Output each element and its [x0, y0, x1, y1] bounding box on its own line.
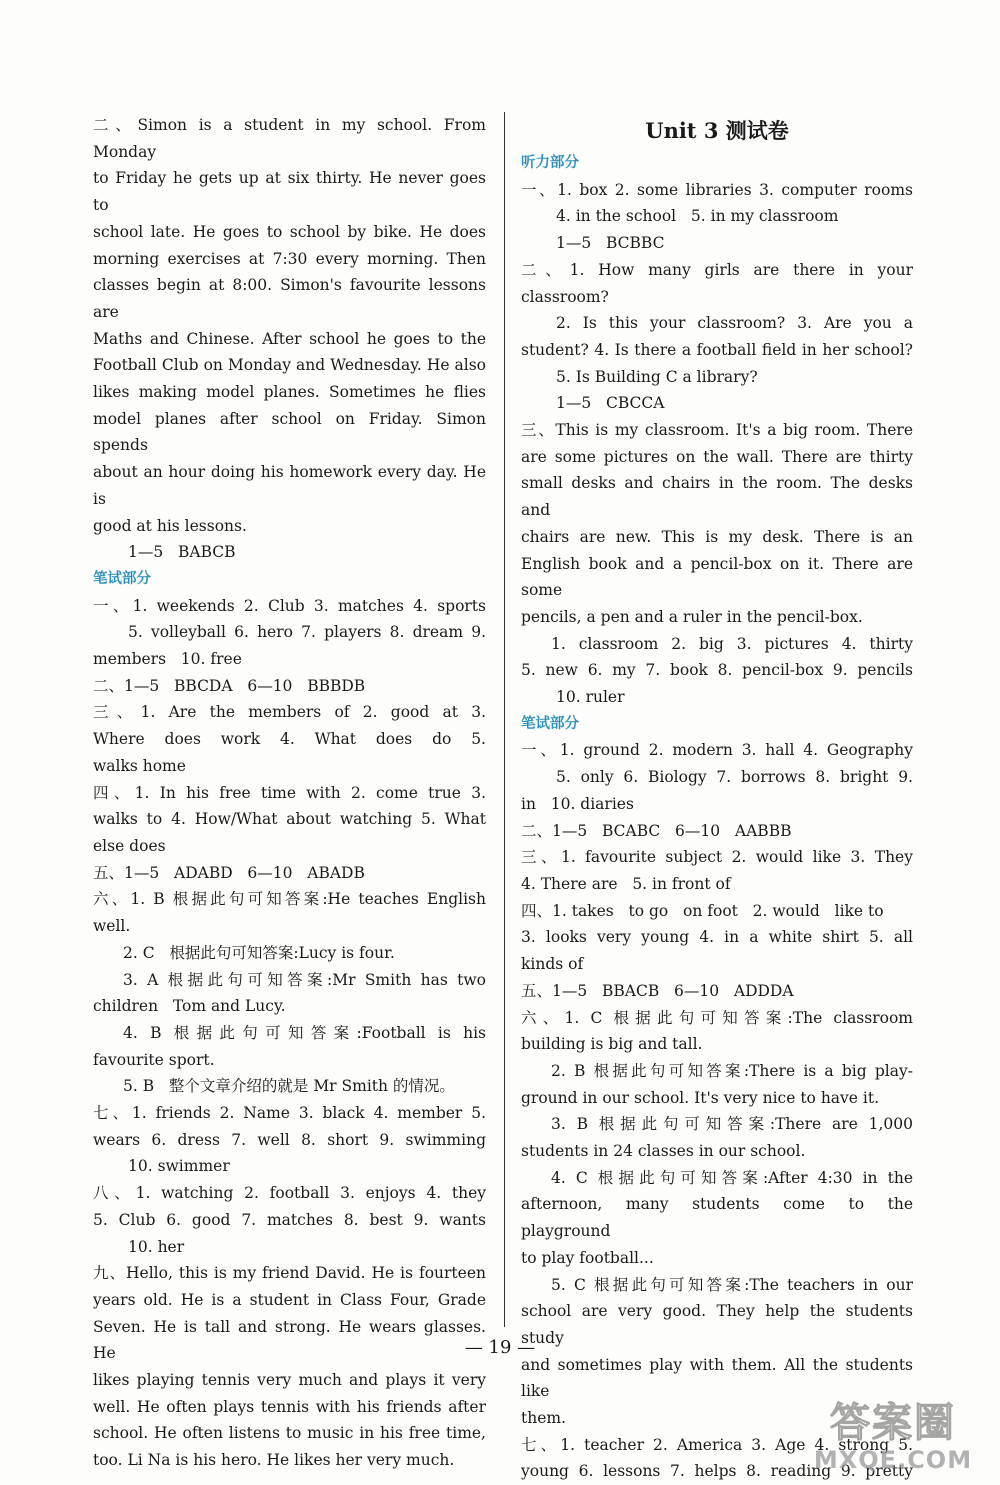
answer-line: else does: [93, 836, 166, 855]
column-divider: [504, 112, 505, 1327]
answer-line: favourite sport.: [93, 1050, 215, 1069]
answer-line: student? 4. Is there a football field in her school?: [521, 340, 913, 359]
passage-line: Maths and Chinese. After school he goes to the: [93, 329, 486, 348]
answer-line: members 10. free: [93, 650, 242, 669]
answer-line: 5. volleyball 6. hero 7. players 8. dream 9.: [128, 623, 486, 642]
answer-line: 10. ruler: [556, 688, 625, 707]
answer-line: 五、1—5 BBACB 6—10 ADDDA: [521, 981, 794, 1000]
answer-line: 六、1. C 根据此句可知答案:The classroom: [521, 1008, 913, 1027]
left-column: [93, 112, 486, 1474]
answer-line: 一、1. ground 2. modern 3. hall 4. Geography: [521, 741, 913, 760]
answer-line: 10. swimmer: [128, 1157, 230, 1176]
answer-line: 3. B 根据此句可知答案:There are 1,000: [551, 1115, 913, 1134]
answer-line: 四、1. takes to go on foot 2. would like to: [521, 901, 884, 920]
answer-line: young 6. lessons 7. helps 8. reading 9. pretty: [521, 1462, 913, 1481]
answer-line: 4. C 根据此句可知答案:After 4:30 in the: [551, 1168, 913, 1187]
answer-line: school. He often listens to music in his free time,: [93, 1424, 486, 1443]
answer-line: 4. in the school 5. in my classroom: [556, 207, 839, 226]
answer-line: 5. Is Building C a library?: [556, 367, 758, 386]
answer-line: 1. classroom 2. big 3. pictures 4. thirty: [551, 634, 913, 653]
answer-line: 一、1. weekends 2. Club 3. matches 4. sports: [93, 596, 486, 615]
answer-line: 1—5 BCBBC: [556, 234, 665, 253]
answer-line: 5. only 6. Biology 7. borrows 8. bright 9.: [556, 768, 913, 787]
answer-line: building is big and tall.: [521, 1035, 703, 1054]
answer-line: and sometimes play with them. All the students like: [521, 1355, 913, 1401]
passage-line: about an hour doing his homework every day. He is: [93, 463, 486, 508]
passage-line: chairs are new. This is my desk. There is an: [521, 527, 913, 546]
answer-line: Where does work 4. What does do 5.: [93, 730, 486, 749]
answer-line: 5. C 根据此句可知答案:The teachers in our: [551, 1275, 913, 1294]
answer-line: 九、Hello, this is my friend David. He is fourteen: [93, 1264, 486, 1283]
passage-line: good at his lessons.: [93, 516, 247, 535]
answer-line: 二、1—5 BBCDA 6—10 BBBDB: [93, 676, 366, 695]
answer-line: ground in our school. It's very nice to have it.: [521, 1088, 880, 1107]
answer-line: 2. C 根据此句可知答案:Lucy is four.: [123, 943, 395, 962]
answer-line: well. He often plays tennis with his friends after: [93, 1397, 486, 1416]
answer-line: 七、1. teacher 2. America 3. Age 4. strong 5.: [521, 1435, 913, 1454]
passage-line: pencils, a pen and a ruler in the pencil-box.: [521, 607, 863, 626]
answer-line: 二、1—5 BCABC 6—10 AABBB: [521, 821, 792, 840]
section-heading: 听力部分: [521, 155, 579, 171]
answer-line: 2. B 根据此句可知答案:There is a big play-: [551, 1061, 913, 1080]
passage-line: classes begin at 8:00. Simon's favourite lessons are: [93, 276, 486, 321]
answer-line: 1—5 CBCCA: [556, 394, 665, 413]
answer-line: 5. B 整个文章介绍的就是 Mr Smith 的情况。: [123, 1077, 455, 1096]
passage-line: morning exercises at 7:30 every morning. Then: [93, 249, 486, 268]
answer-line: afternoon, many students come to the playground: [521, 1195, 913, 1241]
section-heading: 笔试部分: [93, 570, 151, 587]
answer-line: walks home: [93, 756, 186, 775]
answer-line: 3. looks very young 4. in a white shirt 5. all: [521, 928, 913, 947]
passage-line: 三、This is my classroom. It's a big room. There: [521, 421, 913, 440]
passage-line: English book and a pencil-box on it. There are some: [521, 554, 913, 600]
right-column: [521, 114, 913, 1485]
answer-line: 2. Is this your classroom? 3. Are you a: [556, 314, 913, 333]
answer-line: 七、1. friends 2. Name 3. black 4. member 5.: [93, 1104, 486, 1123]
answer-line: 五、1—5 ADABD 6—10 ABADB: [93, 863, 365, 882]
answer-line: too. Li Na is his hero. He likes her very much.: [93, 1451, 455, 1470]
answer-line: walks to 4. How/What about watching 5. What: [93, 810, 486, 829]
answer-line: 5. Club 6. good 7. matches 8. best 9. wants: [93, 1210, 486, 1229]
passage-line: to Friday he gets up at six thirty. He never goes to: [93, 169, 486, 215]
page-number: — 19 —: [464, 1337, 536, 1358]
page-title: Unit 3 测试卷: [645, 118, 789, 143]
passage-line: small desks and chairs in the room. The desks and: [521, 474, 913, 520]
passage-line: likes making model planes. Sometimes he flies: [93, 383, 486, 402]
answer-line: 四、1. In his free time with 2. come true 3.: [93, 783, 486, 802]
answer-line: 3. A 根据此句可知答案:Mr Smith has two: [123, 970, 486, 989]
answer-line: to play football...: [521, 1248, 654, 1267]
answer-line: 10. her: [128, 1237, 185, 1256]
watermark-logo-text: 答案圈: [830, 1400, 956, 1446]
answer-line: wears 6. dress 7. well 8. short 9. swimming: [93, 1130, 486, 1149]
answer-line: 1—5 BABCB: [128, 543, 236, 562]
passage-line: model planes after school on Friday. Simon spends: [93, 409, 486, 455]
answer-line: kinds of: [521, 955, 584, 974]
answer-line: 一、1. box 2. some libraries 3. computer rooms: [521, 180, 913, 199]
answer-line: years old. He is a student in Class Four, Grade: [93, 1290, 486, 1309]
answer-line: school are very good. They help the students study: [521, 1302, 913, 1347]
answer-line: in 10. diaries: [521, 794, 634, 813]
answer-line: 三、1. favourite subject 2. would like 3. They: [521, 848, 913, 867]
watermark-url: MXQE.COM: [813, 1446, 973, 1474]
answer-line: likes playing tennis very much and plays it very: [93, 1371, 486, 1390]
passage-line: school late. He goes to school by bike. He does: [93, 222, 486, 241]
answer-line: students in 24 classes in our school.: [521, 1142, 806, 1161]
watermark-logo: [798, 1400, 988, 1474]
answer-line: 六、1. B 根据此句可知答案:He teaches English: [93, 890, 486, 909]
answer-line: 三、1. Are the members of 2. good at 3.: [93, 703, 486, 722]
answer-line: 4. There are 5. in front of: [521, 874, 731, 893]
section-heading: 笔试部分: [521, 715, 579, 732]
answer-line: 二、1. How many girls are there in your classroom?: [521, 260, 913, 306]
passage-line: are some pictures on the wall. There are thirty: [521, 447, 913, 466]
answer-line: well.: [93, 917, 131, 936]
answer-line: children Tom and Lucy.: [93, 997, 286, 1016]
passage-line: Football Club on Monday and Wednesday. He also: [93, 356, 486, 375]
passage-line: 二、Simon is a student in my school. From Monday: [93, 116, 486, 161]
answer-line: 八、1. watching 2. football 3. enjoys 4. they: [93, 1184, 486, 1203]
answer-line: 5. new 6. my 7. book 8. pencil-box 9. pencils: [521, 661, 913, 680]
answer-line: 4. B 根据此句可知答案:Football is his: [123, 1023, 486, 1042]
answer-line: Seven. He is tall and strong. He wears glasses. He: [93, 1317, 486, 1363]
answer-line: them.: [521, 1409, 567, 1428]
